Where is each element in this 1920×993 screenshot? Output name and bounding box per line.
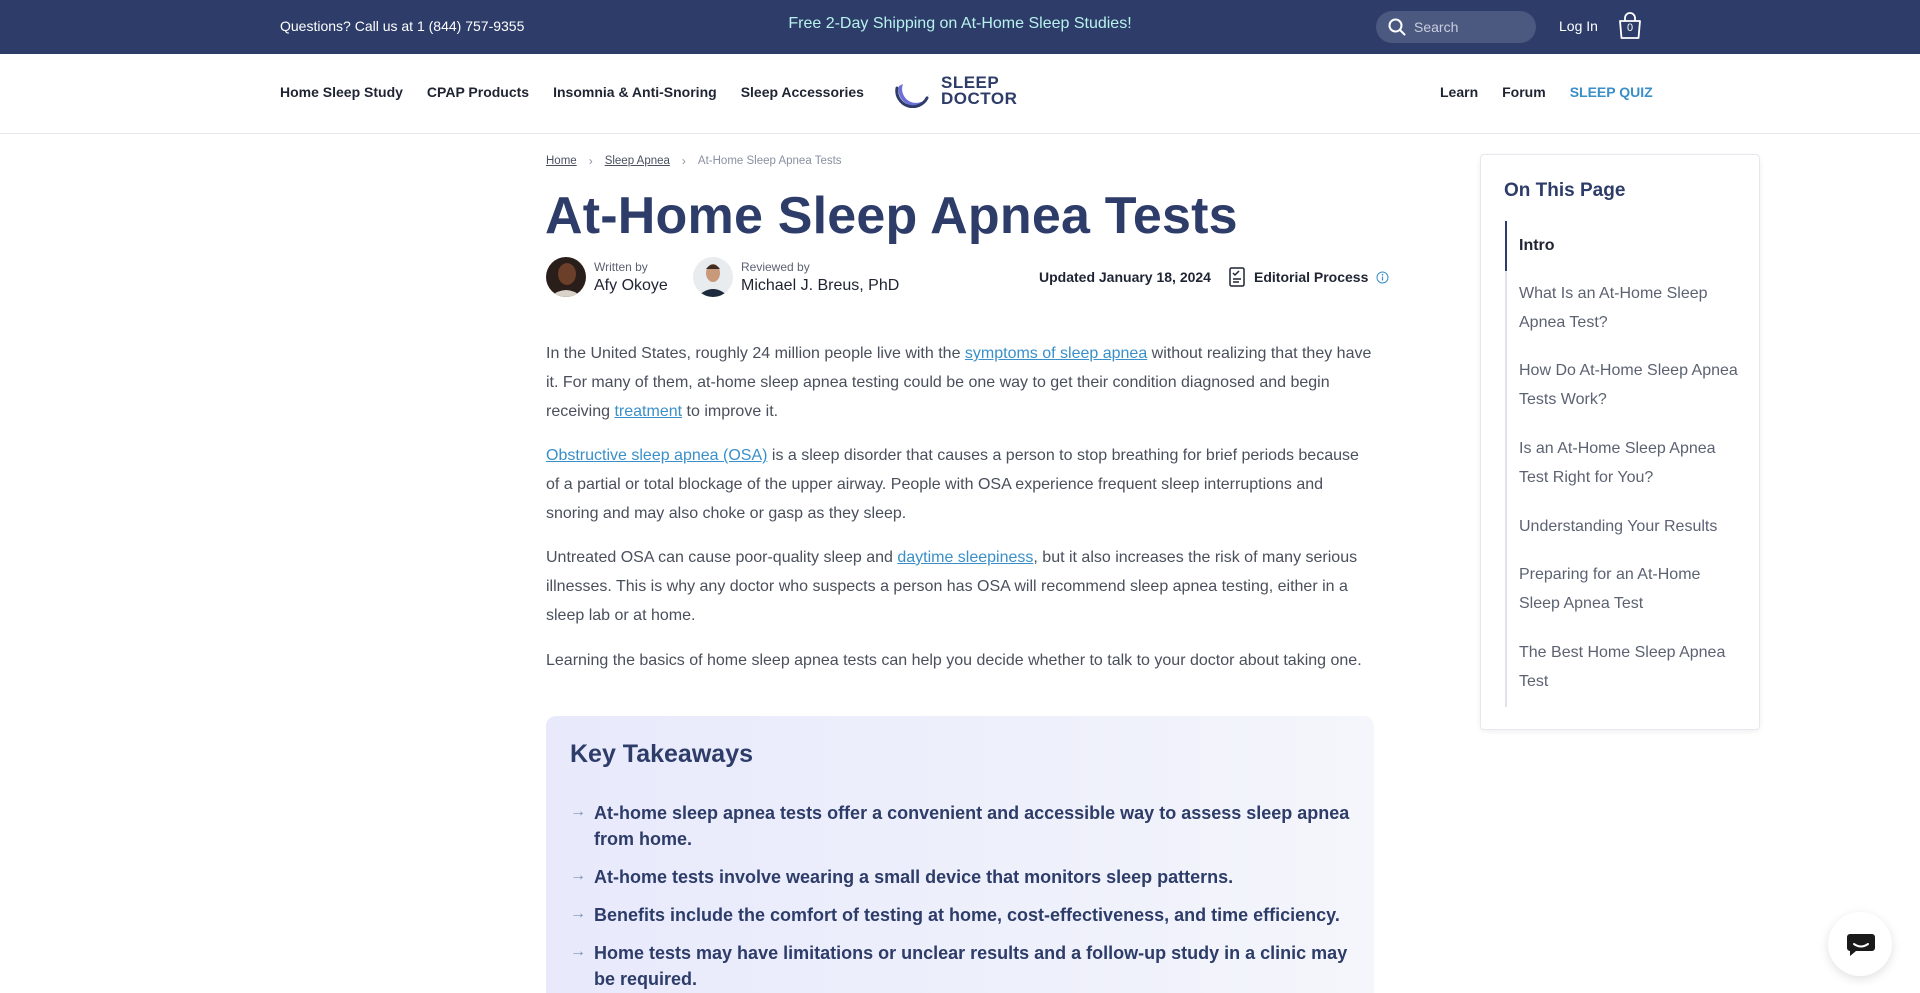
p1-text-b: without realizing that they have it. For many of them, at-home sleep apnea testing could be one way to get their condition diagnosed and begin receiving [546,345,1372,420]
chevron-right-icon: › [681,154,686,168]
author-name[interactable]: Afy Okoye [594,276,668,294]
logo-wordmark [941,75,1017,107]
takeaway-item [570,902,1350,928]
intro-paragraph-4: Learning the basics of home sleep apnea tests can help you decide whether to talk to your doctor about taking one. [546,652,1362,669]
p1-text-c: to improve it. [682,403,779,420]
toc-active-indicator [1505,221,1507,271]
reviewed-by-label: Reviewed by [741,259,810,274]
breadcrumb [546,154,842,168]
logo-line-2: DOCTOR [941,89,1018,108]
cart-count: 0 [1626,22,1634,34]
symptoms-link[interactable]: symptoms of sleep apnea [964,345,1148,362]
breadcrumb-home[interactable]: Home [546,155,577,167]
nav-home-sleep-study[interactable]: Home Sleep Study [280,84,403,100]
nav-learn[interactable]: Learn [1440,84,1479,100]
takeaway-item [570,864,1350,890]
takeaway-text: At-home sleep apnea tests offer a convenient and accessible way to assess sleep apnea from home. [594,803,1350,849]
search-icon[interactable] [1388,18,1406,36]
arrow-right-icon: → [570,867,586,884]
editorial-process-label: Editorial Process [1254,269,1369,285]
toc-item-results[interactable]: Understanding Your Results [1519,518,1718,535]
logo-line-1: SLEEP [941,73,1000,92]
main-nav [0,54,1920,134]
osa-link[interactable]: Obstructive sleep apnea (OSA) [546,447,768,464]
site-logo[interactable] [893,74,1017,108]
takeaway-item [570,800,1350,852]
intro-paragraph-3 [546,543,1376,630]
table-of-contents [1480,154,1760,730]
nav-right [1440,84,1653,100]
arrow-right-icon: → [570,803,586,820]
toc-item-preparing[interactable]: Preparing for an At-Home Sleep Apnea Test [1519,566,1701,612]
cart-button[interactable] [1617,12,1643,40]
written-by-label: Written by [594,259,648,274]
nav-left [280,84,864,100]
nav-cpap-products[interactable]: CPAP Products [426,84,530,100]
arrow-right-icon: → [570,943,586,960]
takeaway-item [570,940,1350,992]
reviewer-block[interactable] [693,257,899,297]
breadcrumb-sleep-apnea[interactable]: Sleep Apnea [604,155,670,167]
nav-sleep-accessories[interactable]: Sleep Accessories [740,84,864,100]
editorial-process-link[interactable] [1228,266,1389,288]
takeaway-text: At-home tests involve wearing a small device that monitors sleep patterns. [594,867,1234,887]
key-takeaways-box [546,716,1374,993]
chevron-right-icon: › [588,154,593,168]
toc-item-what-is[interactable]: What Is an At-Home Sleep Apnea Test? [1519,285,1708,331]
toc-item-best-test[interactable]: The Best Home Sleep Apnea Test [1519,644,1726,690]
toc-title: On This Page [1504,180,1626,201]
search-box[interactable] [1376,11,1536,43]
intro-paragraph-2 [546,441,1376,528]
reviewer-avatar [693,257,733,297]
reviewer-name[interactable]: Michael J. Breus, PhD [741,276,900,294]
toc-rail [1505,221,1507,707]
chat-icon [1846,932,1876,958]
treatment-link[interactable]: treatment [614,403,683,420]
login-link[interactable]: Log In [1559,18,1598,34]
nav-insomnia-anti-snoring[interactable]: Insomnia & Anti-Snoring [553,84,717,100]
updated-date: Updated January 18, 2024 [1039,269,1211,285]
takeaway-text: Home tests may have limitations or unclear results and a follow-up study in a clinic may be required. [594,943,1348,989]
chat-button[interactable] [1828,912,1892,976]
arrow-right-icon: → [570,905,586,922]
intro-paragraph-1 [546,339,1376,426]
nav-sleep-quiz[interactable]: SLEEP QUIZ [1569,84,1653,100]
breadcrumb-current: At-Home Sleep Apnea Tests [697,155,842,167]
p3-text-a: Untreated OSA can cause poor-quality sleep and [546,549,898,566]
phone-contact[interactable]: Questions? Call us at 1 (844) 757-9355 [280,18,525,34]
daytime-sleepiness-link[interactable]: daytime sleepiness [897,549,1034,566]
author-avatar [546,257,586,297]
takeaway-text: Benefits include the comfort of testing at home, cost-effectiveness, and time efficiency. [594,905,1340,925]
p3-text-b: , but it also increases the risk of many serious illnesses. This is why any doctor who suspects a person has OSA will recommend sleep apnea testing, either in a sleep lab or at home. [546,549,1358,624]
p1-text-a: In the United States, roughly 24 million people live with the [546,345,965,362]
page-title: At-Home Sleep Apnea Tests [545,187,1238,245]
info-icon[interactable] [1376,271,1389,284]
key-takeaways-title: Key Takeaways [570,740,753,768]
document-check-icon [1228,266,1246,288]
toc-item-how-do[interactable]: How Do At-Home Sleep Apnea Tests Work? [1519,362,1738,408]
toc-item-right-for-you[interactable]: Is an At-Home Sleep Apnea Test Right for You? [1519,440,1716,486]
nav-forum[interactable]: Forum [1502,84,1546,100]
toc-item-intro[interactable]: Intro [1519,237,1555,254]
p2-text: is a sleep disorder that causes a person to stop breathing for brief periods because of a partial or total blockage of the upper airway. People with OSA experience frequent sleep interruptions and snoring and may also choke or gasp as they sleep. [546,447,1359,522]
moon-logo-icon [893,74,933,108]
promo-text[interactable]: Free 2-Day Shipping on At-Home Sleep Studies! [788,15,1132,32]
top-bar [0,0,1920,54]
author-block[interactable] [546,257,668,297]
search-input[interactable] [1414,11,1530,43]
